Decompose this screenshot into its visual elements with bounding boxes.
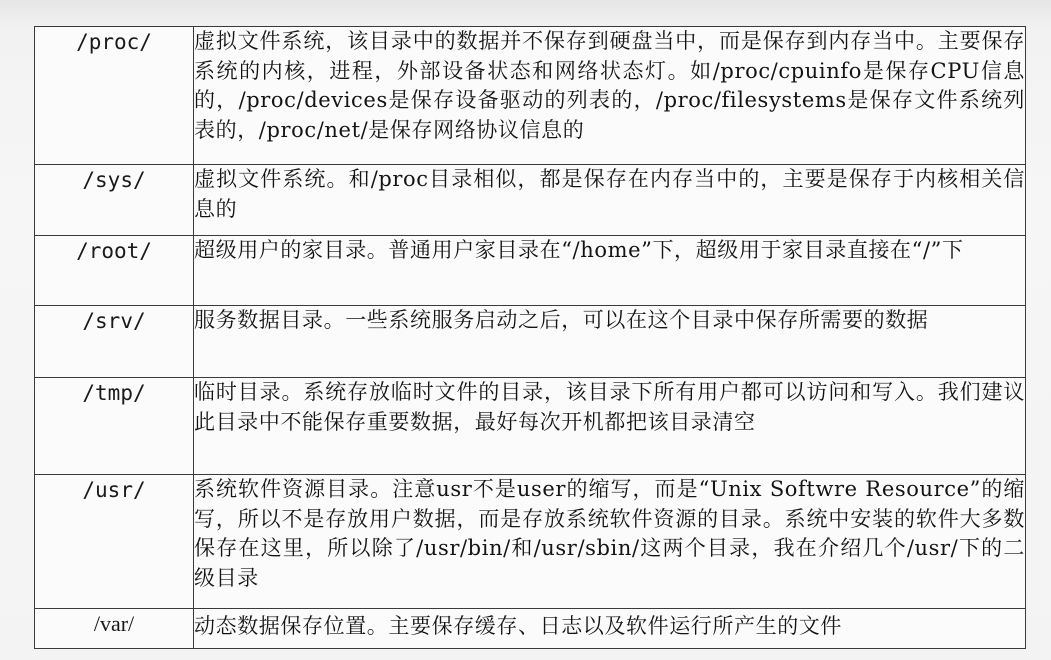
directory-description-cell: 系统软件资源目录。注意usr不是user的缩写，而是“Unix Softwre Resource”的缩写，所以不是存放用户数据，而是存放系统软件资源的目录。系统中安装的软件大多数保存在这里，所以除了/usr/bin/和/usr/sbin/这两个目录，我在介绍几个/usr/下的二级目录 <box>194 475 1026 609</box>
directory-description-cell: 临时目录。系统存放临时文件的目录，该目录下所有用户都可以访问和写入。我们建议此目录中不能保存重要数据，最好每次开机都把该目录清空 <box>194 378 1026 475</box>
table-row <box>35 27 1026 165</box>
directory-description-cell: 动态数据保存位置。主要保存缓存、日志以及软件运行所产生的文件 <box>194 609 1026 649</box>
directory-description-cell: 虚拟文件系统，该目录中的数据并不保存到硬盘当中，而是保存到内存当中。主要保存系统的内核，进程，外部设备状态和网络状态灯。如/proc/cpuinfo是保存CPU信息的，/proc/devices是保存设备驱动的列表的，/proc/filesystems是保存文件系统列表的，/proc/net/是保存网络协议信息的 <box>194 27 1026 165</box>
directory-path-cell: /tmp/ <box>35 378 194 475</box>
directory-description-cell: 超级用户的家目录。普通用户家目录在“/home”下，超级用于家目录直接在“/”下 <box>194 236 1026 306</box>
directory-path-cell: /proc/ <box>35 27 194 165</box>
directory-path-cell: /srv/ <box>35 306 194 378</box>
directory-description-cell: 虚拟文件系统。和/proc目录相似，都是保存在内存当中的，主要是保存于内核相关信息的 <box>194 165 1026 236</box>
directory-path-cell: /sys/ <box>35 165 194 236</box>
directory-description-cell: 服务数据目录。一些系统服务启动之后，可以在这个目录中保存所需要的数据 <box>194 306 1026 378</box>
table-row <box>35 306 1026 378</box>
directory-path-cell: /usr/ <box>35 475 194 609</box>
directory-path-cell: /root/ <box>35 236 194 306</box>
table-row <box>35 609 1026 649</box>
directory-path-cell: /var/ <box>35 609 194 649</box>
table-row <box>35 378 1026 475</box>
table-row <box>35 475 1026 609</box>
directory-table <box>34 26 1026 649</box>
table-row <box>35 165 1026 236</box>
table-row <box>35 236 1026 306</box>
